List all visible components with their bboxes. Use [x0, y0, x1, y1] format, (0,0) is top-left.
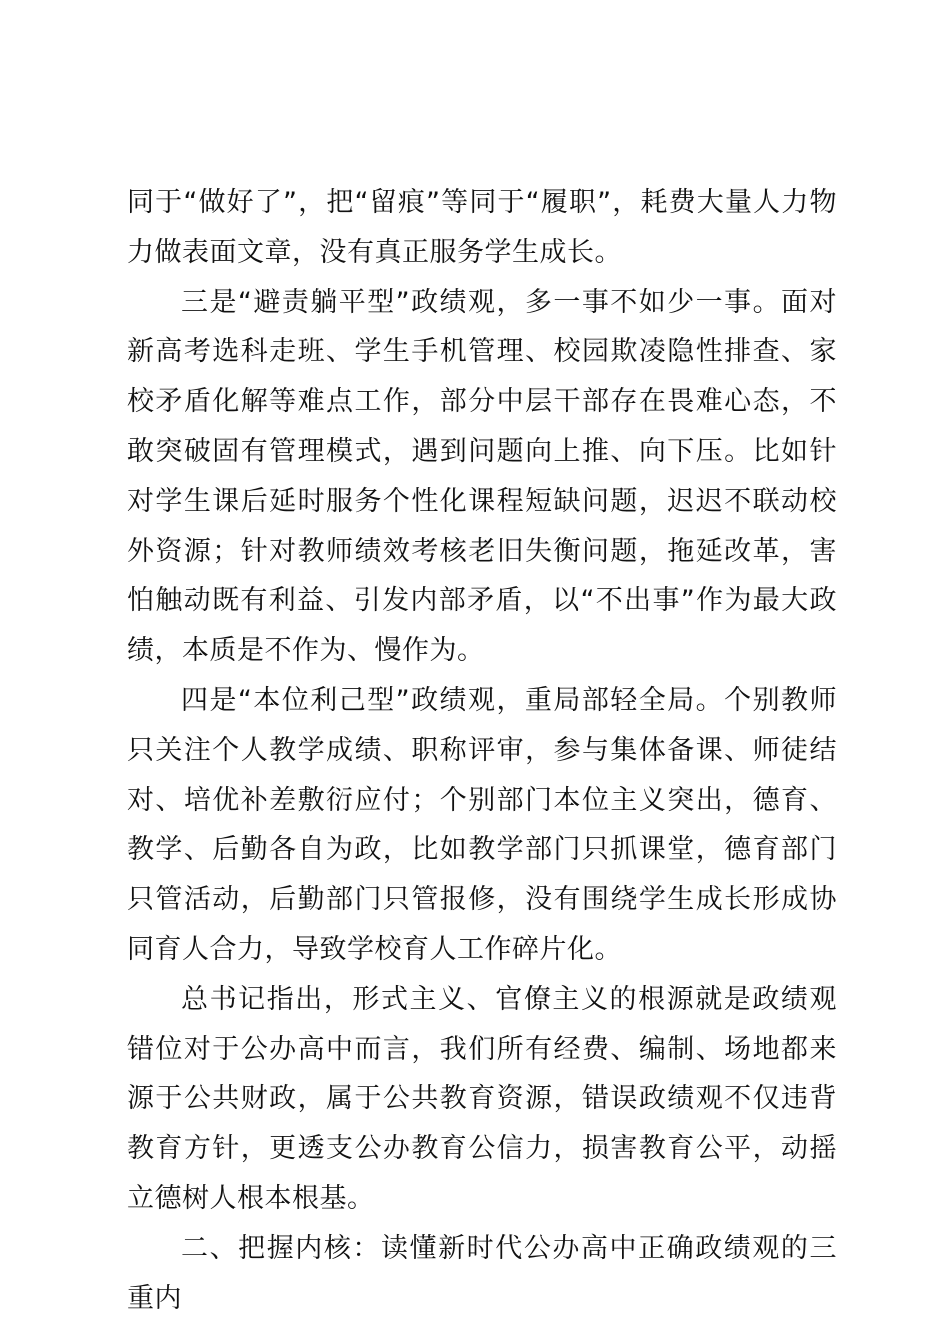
section-heading-two: 二、把握内核：读懂新时代公办高中正确政绩观的三重内: [127, 1232, 837, 1314]
paragraph-point-three: 三是“避责躺平型”政绩观，多一事不如少一事。面对新高考选科走班、学生手机管理、校园欺凌隐性排查、家校矛盾化解等难点工作，部分中层干部存在畏难心态，不敢突破固有管理模式，遇到问题向上推、向下压。比如针对学生课后延时服务个性化课程短缺问题，迟迟不联动校外资源；针对教师绩效考核老旧失衡问题，拖延改革，害怕触动既有利益、引发内部矛盾，以“不出事”作为最大政绩，本质是不作为、慢作为。: [127, 286, 837, 667]
paragraph-summary: 总书记指出，形式主义、官僚主义的根源就是政绩观错位对于公办高中而言，我们所有经费、编制、场地都来源于公共财政，属于公共教育资源，错误政绩观不仅违背教育方针，更透支公办教育公信力，损害教育公平，动摇立德树人根本根基。: [127, 983, 837, 1214]
paragraph-continuation: 同于“做好了”，把“留痕”等同于“履职”，耗费大量人力物力做表面文章，没有真正服务学生成长。: [127, 187, 837, 268]
document-body: [127, 178, 837, 1323]
paragraph-point-four: 四是“本位利己型”政绩观，重局部轻全局。个别教师只关注个人教学成绩、职称评审，参与集体备课、师徒结对、培优补差敷衍应付；个别部门本位主义突出，德育、教学、后勤各自为政，比如教学部门只抓课堂，德育部门只管活动，后勤部门只管报修，没有围绕学生成长形成协同育人合力，导致学校育人工作碎片化。: [127, 684, 837, 965]
